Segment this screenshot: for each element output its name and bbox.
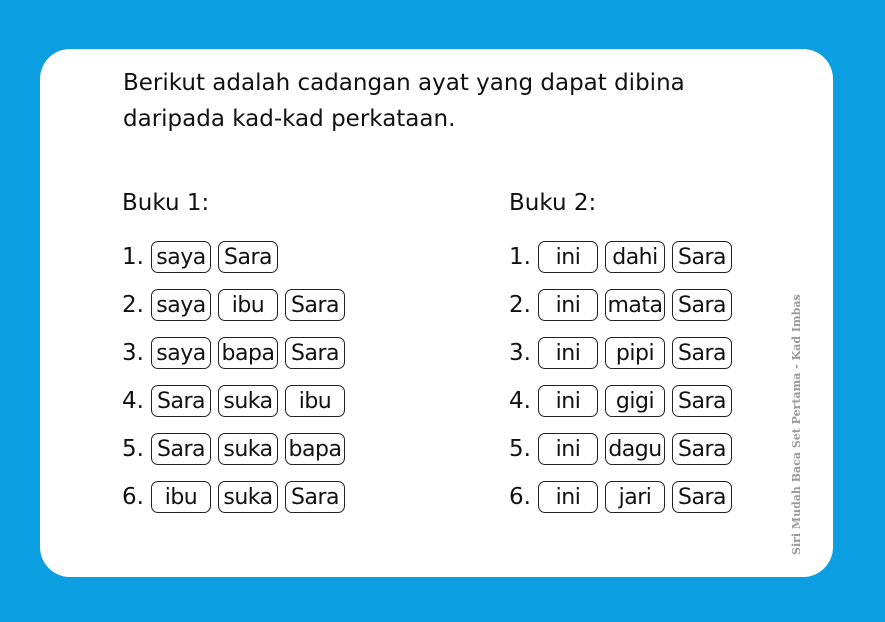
intro-line-2: daripada kad-kad perkataan.: [123, 106, 456, 132]
row-number: 1.: [509, 244, 531, 270]
word-card: ibu: [218, 289, 278, 321]
series-caption: Siri Mudah Baca Set Pertama - Kad Imbas: [790, 294, 803, 555]
sentence-row: [122, 377, 352, 425]
word-card: suka: [218, 385, 278, 417]
word-card: dagu: [605, 433, 665, 465]
intro-line-1: Berikut adalah cadangan ayat yang dapat dibina: [123, 70, 685, 96]
book-1-title: Buku 1:: [122, 190, 210, 216]
book-1-section: [122, 185, 352, 521]
word-card: bapa: [218, 337, 278, 369]
word-card: saya: [151, 241, 211, 273]
sentence-row: [509, 473, 739, 521]
word-card: Sara: [285, 289, 345, 321]
sentence-row: [509, 425, 739, 473]
sentence-row: [122, 425, 352, 473]
row-number: 3.: [122, 340, 144, 366]
content-card: [40, 49, 833, 577]
word-card: Sara: [672, 433, 732, 465]
word-card: suka: [218, 481, 278, 513]
word-card: jari: [605, 481, 665, 513]
word-card: Sara: [285, 481, 345, 513]
word-card: ini: [538, 337, 598, 369]
row-number: 6.: [509, 484, 531, 510]
word-card: bapa: [285, 433, 345, 465]
word-card: suka: [218, 433, 278, 465]
word-card: gigi: [605, 385, 665, 417]
word-card: Sara: [151, 433, 211, 465]
sentence-row: [509, 281, 739, 329]
row-number: 4.: [122, 388, 144, 414]
row-number: 2.: [509, 292, 531, 318]
word-card: ibu: [285, 385, 345, 417]
word-card: Sara: [672, 481, 732, 513]
row-number: 5.: [509, 436, 531, 462]
word-card: ini: [538, 481, 598, 513]
row-number: 6.: [122, 484, 144, 510]
word-card: Sara: [151, 385, 211, 417]
word-card: mata: [605, 289, 665, 321]
word-card: Sara: [218, 241, 278, 273]
sentence-row: [509, 329, 739, 377]
sentence-row: [509, 233, 739, 281]
book-2-section: [509, 185, 739, 521]
word-card: ini: [538, 241, 598, 273]
word-card: Sara: [672, 337, 732, 369]
book-2-title: Buku 2:: [509, 190, 597, 216]
word-card: saya: [151, 337, 211, 369]
sentence-row: [122, 233, 352, 281]
word-card: Sara: [672, 289, 732, 321]
word-card: ini: [538, 433, 598, 465]
word-card: saya: [151, 289, 211, 321]
row-number: 2.: [122, 292, 144, 318]
row-number: 4.: [509, 388, 531, 414]
sentence-row: [509, 377, 739, 425]
row-number: 3.: [509, 340, 531, 366]
row-number: 5.: [122, 436, 144, 462]
word-card: dahi: [605, 241, 665, 273]
word-card: Sara: [285, 337, 345, 369]
intro-text: [123, 65, 743, 137]
sentence-row: [122, 473, 352, 521]
sentence-row: [122, 329, 352, 377]
word-card: pipi: [605, 337, 665, 369]
word-card: Sara: [672, 241, 732, 273]
word-card: ini: [538, 385, 598, 417]
word-card: Sara: [672, 385, 732, 417]
sentence-row: [122, 281, 352, 329]
word-card: ibu: [151, 481, 211, 513]
row-number: 1.: [122, 244, 144, 270]
word-card: ini: [538, 289, 598, 321]
